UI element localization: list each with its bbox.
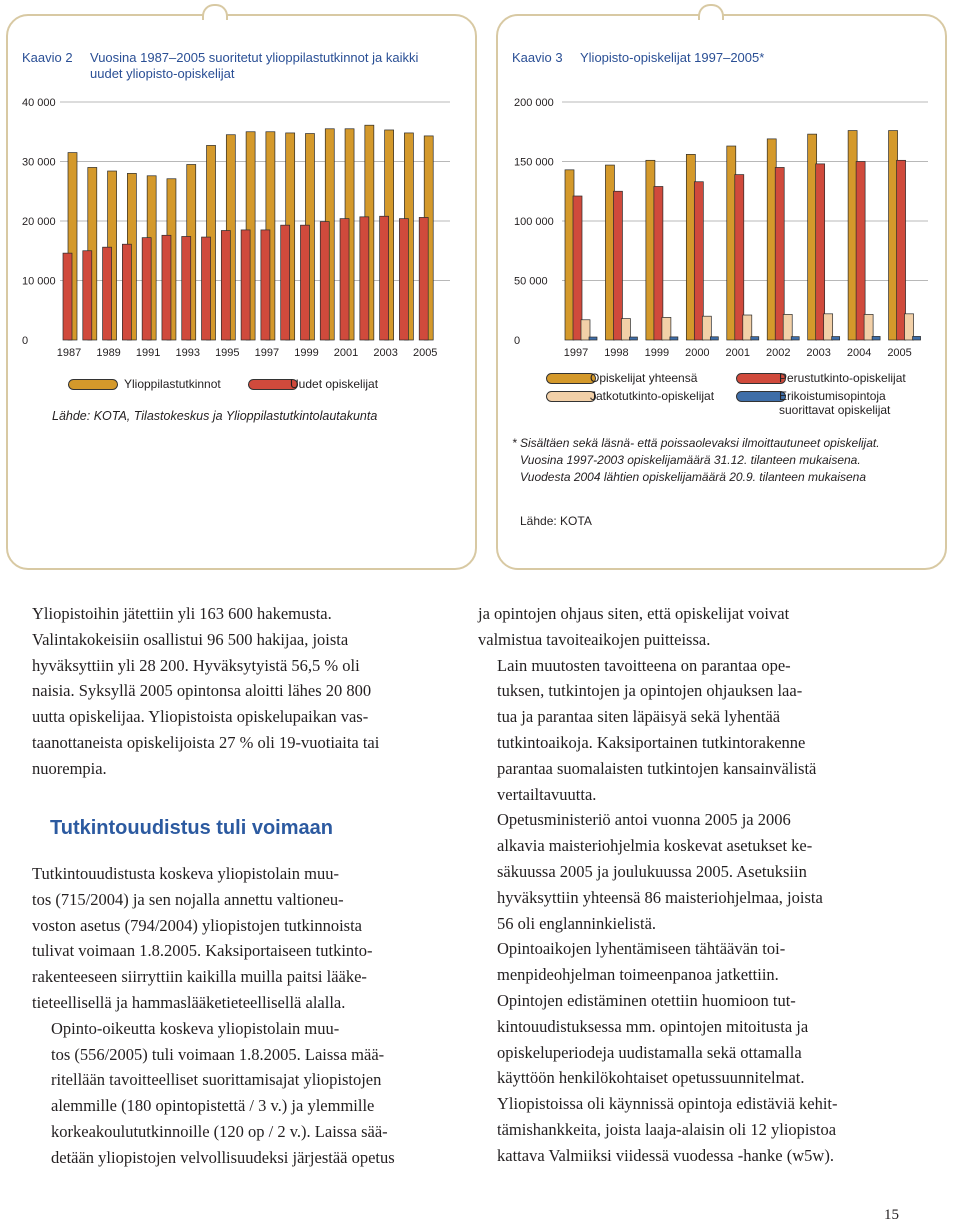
x-tick-label: 2000	[685, 347, 710, 359]
text-line: menpideohjelman toimeenpanoa jatkettiin.	[497, 965, 779, 985]
y-tick-label: 0	[514, 335, 521, 347]
chart-kaavio-2	[8, 16, 479, 416]
paragraph-continued	[478, 601, 918, 653]
bar-uudet-opiskelijat-2005	[419, 217, 428, 340]
text-line: tutkintoaikoja. Kaksiportainen tutkintorakenne	[497, 732, 806, 752]
text-line: alkavia maisteriohjelmia koskevat asetukset ke-	[497, 836, 813, 856]
bar-uudet-opiskelijat-2003	[380, 216, 389, 340]
bar-erikoistumisopintoja-suorittavat-opiskelijat-2003	[832, 337, 840, 340]
bar-uudet-opiskelijat-1987	[63, 253, 72, 340]
text-line: hyväksyttiin yli 28 200. Hyväksytyistä 56,5 % oli	[32, 655, 360, 675]
legend-swatch-jatkotutkinto	[546, 391, 596, 402]
bar-uudet-opiskelijat-2000	[320, 222, 329, 340]
legend-label-uudet-opiskelijat: Uudet opiskelijat	[290, 377, 379, 391]
bar-uudet-opiskelijat-1993	[182, 236, 191, 340]
text-line: parantaa suomalaisten tutkintojen kansainvälistä	[497, 758, 817, 778]
text-line: Opinto-oikeutta koskeva yliopistolain muu-	[51, 1018, 340, 1038]
bar-erikoistumisopintoja-suorittavat-opiskelijat-1998	[629, 337, 637, 340]
text-line: Yliopistoihin jätettiin yli 163 600 hakemusta.	[32, 604, 332, 623]
text-line: valmistua tavoiteaikojen puitteissa.	[478, 629, 711, 649]
text-line: Lain muutosten tavoitteena on parantaa ope-	[497, 655, 791, 675]
legend-swatch-opiskelijat-yhteensa	[546, 373, 596, 384]
y-tick-label: 150 000	[514, 156, 554, 169]
legend-label-perustutkinto: Perustutkinto-opiskelijat	[779, 371, 906, 385]
text-line: naisia. Syksyllä 2005 opintonsa aloitti lähes 20 800	[32, 681, 372, 701]
legend-label-opiskelijat-yhteensa: Opiskelijat yhteensä	[590, 371, 698, 385]
chart-source: Lähde: KOTA	[520, 514, 592, 528]
bar-uudet-opiskelijat-2004	[399, 219, 408, 340]
chart-note-2: Vuosina 1997-2003 opiskelijamäärä 31.12. tilanteen mukaisena.	[520, 453, 861, 467]
bar-erikoistumisopintoja-suorittavat-opiskelijat-1999	[670, 337, 678, 340]
x-tick-label: 1998	[604, 347, 629, 359]
paragraph-lain-muutos	[478, 653, 918, 808]
x-tick-label: 2002	[765, 347, 791, 359]
left-column	[32, 601, 452, 782]
legend-label-jatkotutkinto: Jatkotutkinto-opiskelijat	[590, 389, 715, 403]
text-line: tämishankkeita, joista laaja-alaisin oli 12 yliopistoa	[497, 1119, 837, 1139]
bar-perustutkinto-opiskelijat-2004	[856, 162, 865, 341]
bar-uudet-opiskelijat-1992	[162, 235, 171, 340]
text-line: taanottaneista opiskelijoista 27 % oli 19-vuotiaita tai	[32, 732, 380, 752]
x-tick-label: 2003	[806, 347, 831, 359]
paragraph-opinto-oikeus	[32, 1016, 452, 1171]
text-line: uutta opiskelijaa. Yliopistoista opiskelupaikan vas-	[32, 707, 369, 727]
text-line: rakenteeseen siirryttiin kaikilla muilla paitsi lääke-	[32, 967, 367, 987]
bar-opiskelijat-yhteensä-2003	[808, 134, 817, 340]
text-line: tieteellisellä ja hammaslääketieteellisellä alalla.	[32, 992, 346, 1012]
text-line: tulivat voimaan 1.8.2005. Kaksiportaiseen tutkinto-	[32, 941, 373, 961]
chart-source: Lähde: KOTA, Tilastokeskus ja Ylioppilastutkintolautakunta	[52, 409, 378, 423]
x-tick-label: 1995	[215, 347, 240, 359]
text-line: Yliopistoissa oli käynnissä opintoja edistäviä kehit-	[497, 1094, 838, 1114]
text-line: opiskeluperiodeja uudistamalla sekä ottamalla	[497, 1042, 802, 1062]
bar-erikoistumisopintoja-suorittavat-opiskelijat-2000	[710, 337, 718, 340]
paragraph-tutkintouudistus	[32, 861, 452, 1016]
bar-jatkotutkinto-opiskelijat-2005	[905, 314, 914, 340]
section-heading: Tutkintouudistus tuli voimaan	[50, 817, 333, 839]
y-tick-label: 40 000	[22, 97, 56, 109]
bar-jatkotutkinto-opiskelijat-2004	[864, 314, 873, 340]
text-line: tos (556/2005) tuli voimaan 1.8.2005. Laissa mää-	[51, 1044, 385, 1064]
left-column-lower	[32, 861, 452, 1171]
x-tick-label: 1987	[56, 347, 82, 359]
text-line: korkeakoulututkinnoille (120 op / 2 v.). Laissa sää-	[51, 1121, 388, 1141]
x-tick-label: 2005	[412, 347, 438, 359]
text-line: hyväksyttiin yhteensä 86 maisteriohjelmaa, joista	[497, 887, 823, 907]
bar-uudet-opiskelijat-1998	[281, 225, 290, 340]
legend-swatch-ylioppilastutkinnot	[68, 379, 118, 390]
x-tick-label: 1989	[96, 347, 121, 359]
page-number: 15	[884, 1207, 899, 1223]
bar-uudet-opiskelijat-1989	[103, 247, 112, 340]
chart-note-3: Vuodesta 2004 lähtien opiskelijamäärä 20.9. tilanteen mukaisena	[520, 470, 867, 484]
chart-kaavio-3	[498, 16, 949, 416]
paragraph-opetusministerio	[478, 807, 918, 936]
bar-perustutkinto-opiskelijat-1997	[573, 196, 582, 340]
paragraph-opintoajat	[478, 936, 918, 1168]
bar-erikoistumisopintoja-suorittavat-opiskelijat-2004	[872, 336, 880, 340]
bar-erikoistumisopintoja-suorittavat-opiskelijat-2002	[791, 337, 799, 340]
bar-uudet-opiskelijat-2002	[360, 217, 369, 340]
bar-erikoistumisopintoja-suorittavat-opiskelijat-2001	[751, 337, 759, 340]
y-tick-label: 30 000	[22, 156, 56, 169]
text-line: Opintoaikojen lyhentämiseen tähtäävän toi-	[497, 939, 786, 959]
bar-uudet-opiskelijat-1996	[241, 230, 250, 340]
text-line: alemmille (180 opintopistettä / 3 v.) ja ylemmille	[51, 1096, 375, 1116]
bar-uudet-opiskelijat-1997	[261, 230, 270, 340]
bar-perustutkinto-opiskelijat-1998	[613, 191, 622, 340]
text-line: ritellään tavoitteelliset suorittamisajat yliopistojen	[51, 1070, 382, 1090]
bar-uudet-opiskelijat-1990	[122, 244, 131, 340]
bar-erikoistumisopintoja-suorittavat-opiskelijat-1997	[589, 337, 597, 340]
text-line: Opintojen edistäminen otettiin huomioon tut-	[497, 990, 796, 1010]
text-line: ja opintojen ohjaus siten, että opiskelijat voivat	[478, 604, 790, 623]
x-tick-label: 2001	[725, 347, 751, 359]
x-tick-label: 1991	[135, 347, 161, 359]
text-line: 56 oli englanninkielistä.	[497, 913, 657, 933]
chart-title: Yliopisto-opiskelijat 1997–2005*	[580, 50, 765, 65]
text-line: tuksen, tutkintojen ja opintojen ohjauksen laa-	[497, 681, 803, 701]
x-tick-label: 1999	[644, 347, 670, 359]
text-line: tua ja parantaa siten läpäisyä sekä lyhentää	[497, 707, 781, 727]
x-tick-label: 1997	[254, 347, 280, 359]
bar-jatkotutkinto-opiskelijat-2000	[702, 316, 711, 340]
legend-label-erikoistumisopintoja: Erikoistumisopintoja suorittavat opiskelijat	[779, 389, 891, 417]
chart-title: Vuosina 1987–2005 suoritetut ylioppilastutkinnot ja kaikki uudet yliopisto-opiskelijat	[90, 50, 419, 81]
text-line: kattava Valmiiksi viidessä vuodessa -hanke (w5w).	[497, 1145, 834, 1165]
legend-label-ylioppilastutkinnot: Ylioppilastutkinnot	[124, 377, 221, 391]
chart-note-1: * Sisältäen sekä läsnä- että poissaolevaksi ilmoittautuneet opiskelijat.	[512, 436, 880, 450]
text-line: tos (715/2004) ja sen nojalla annettu valtioneu-	[32, 889, 344, 909]
right-column	[478, 601, 918, 1169]
chart-panel-kaavio-2	[6, 14, 477, 570]
bar-uudet-opiskelijat-1999	[300, 225, 309, 340]
bar-uudet-opiskelijat-1991	[142, 238, 151, 340]
bar-perustutkinto-opiskelijat-2005	[897, 160, 906, 340]
chart-label: Kaavio 3	[512, 50, 563, 65]
chart-label: Kaavio 2	[22, 50, 73, 65]
text-line: kintouudistuksessa mm. opintojen mitoitusta ja	[497, 1016, 809, 1036]
x-tick-label: 1993	[175, 347, 200, 359]
y-tick-label: 0	[22, 335, 29, 347]
x-tick-label: 2004	[846, 347, 872, 359]
paragraph-intro	[32, 601, 452, 782]
bar-jatkotutkinto-opiskelijat-2002	[783, 314, 792, 340]
bar-jatkotutkinto-opiskelijat-2001	[743, 315, 752, 340]
text-line: säkuussa 2005 ja joulukuussa 2005. Asetuksiin	[497, 861, 807, 881]
bar-uudet-opiskelijat-2001	[340, 219, 349, 340]
y-tick-label: 10 000	[22, 275, 56, 288]
text-line: käyttöön henkilökohtaiset opetussuunnitelmat.	[497, 1068, 805, 1088]
bar-uudet-opiskelijat-1988	[83, 251, 92, 340]
text-line: Tutkintouudistusta koskeva yliopistolain muu-	[32, 864, 339, 883]
x-tick-label: 2003	[373, 347, 398, 359]
text-line: Opetusministeriö antoi vuonna 2005 ja 2006	[497, 810, 791, 830]
bar-erikoistumisopintoja-suorittavat-opiskelijat-2005	[913, 336, 921, 340]
text-line: voston asetus (794/2004) yliopistojen tutkinnoista	[32, 915, 362, 935]
x-tick-label: 1999	[294, 347, 319, 359]
chart-panel-kaavio-3	[496, 14, 947, 570]
text-line: detään yliopistojen velvollisuudeksi järjestää opetus	[51, 1147, 395, 1167]
y-tick-label: 20 000	[22, 216, 56, 228]
x-tick-label: 1997	[563, 347, 589, 359]
x-tick-label: 2005	[887, 347, 912, 359]
bar-uudet-opiskelijat-1994	[202, 237, 211, 340]
text-line: nuorempia.	[32, 758, 107, 778]
text-line: Valintakokeisiin osallistui 96 500 hakijaa, joista	[32, 629, 349, 649]
bar-uudet-opiskelijat-1995	[221, 231, 230, 340]
y-tick-label: 100 000	[514, 216, 554, 228]
text-line: vertailtavuutta.	[497, 784, 597, 804]
bar-opiskelijat-yhteensä-2004	[848, 131, 857, 340]
x-tick-label: 2001	[333, 347, 359, 359]
bar-perustutkinto-opiskelijat-1999	[654, 186, 663, 340]
y-tick-label: 50 000	[514, 275, 548, 288]
bar-jatkotutkinto-opiskelijat-2003	[824, 314, 833, 340]
bar-perustutkinto-opiskelijat-2003	[816, 164, 825, 340]
y-tick-label: 200 000	[514, 97, 554, 109]
